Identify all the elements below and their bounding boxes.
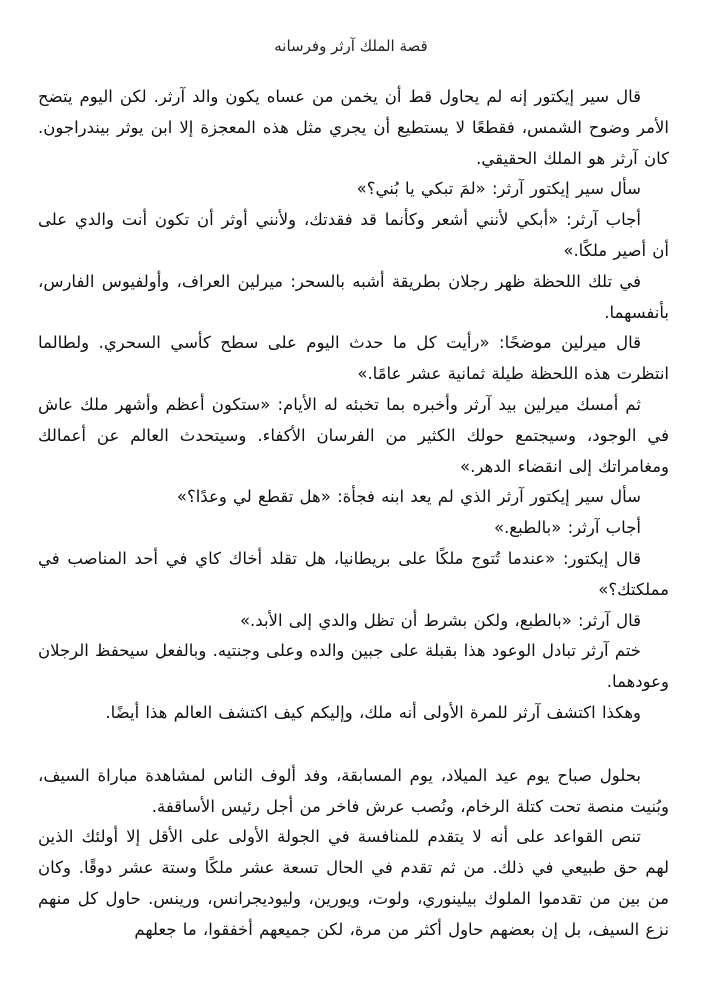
paragraph: في تلك اللحظة ظهر رجلان بطريقة أشبه بالسحر: ميرلين العراف، وأولفيوس الفارس، بأنفسهما. (38, 271, 669, 322)
paragraph: أجاب آرثر: «أبكي لأنني أشعر وكأنما قد فقدتك، ولأنني أوثر أن تكون أنت والدي على أن أصير ملكًا.» (38, 210, 669, 260)
paragraph: قال سير إيكتور إنه لم يحاول قط أن يخمن من عساه يكون والد آرثر. لكن اليوم يتضح الأمر وضوح الشمس، فقطعًا لا يستطيع أن يجري مثل هذه المعجزة إلا ابن يوثر بيندراجون. كان آرثر هو الملك الحقيقي. (38, 87, 669, 168)
paragraph: سأل سير إيكتور آرثر الذي لم يعد ابنه فجأة: «هل تقطع لي وعدًا؟» (176, 487, 641, 507)
paragraph: ختم آرثر تبادل الوعود هذا بقبلة على جبين والده وعلى وجنتيه. وبالفعل سيحفظ الرجلان وعودهما. (38, 641, 669, 692)
running-title: قصة الملك آرثر وفرسانه (274, 37, 428, 55)
paragraph: تنص القواعد على أنه لا يتقدم للمنافسة في الجولة الأولى على الأقل إلا أولئك الذين لهم حق طبيعي في ذلك. من ثم تقدم في الحال تسعة عشر ملكًا وستة عشر دوقًا. وكان من بين من تقدموا الملوك بيلينوري، ولوت، ويورين، وليوديجرانس، ورينس. حاول كل منهم نزع السيف، بل إن بعضهم حاول أكثر من مرة، لكن جميعهم أخفقوا، ما جعلهم (38, 827, 669, 939)
body-text (38, 82, 669, 946)
paragraph: ثم أمسك ميرلين بيد آرثر وأخبره بما تخبئه له الأيام: «ستكون أعظم وأشهر ملك عاش في الوجود، وسيجتمع حولك الكثير من الفرسان الأكفاء. وسيتحدث العالم عن أعمالك ومغامراتك إلى انقضاء الدهر.» (38, 394, 669, 476)
paragraph: بحلول صباح يوم عيد الميلاد، يوم المسابقة، وفد ألوف الناس لمشاهدة مباراة السيف، وبُنيت منصة تحت كتلة الرخام، ونُصب عرش فاخر من أجل رئيس الأساقفة. (38, 765, 669, 816)
paragraph: قال ميرلين موضحًا: «رأيت كل ما حدث اليوم على سطح كأسي السحري. ولطالما انتظرت هذه اللحظة طيلة ثمانية عشر عامًا.» (38, 333, 669, 384)
paragraph: وهكذا اكتشف آرثر للمرة الأولى أنه ملك، وإليكم كيف اكتشف العالم هذا أيضًا. (105, 702, 641, 722)
paragraph: قال آرثر: «بالطبع، ولكن بشرط أن تظل والدي إلى الأبد.» (239, 610, 641, 630)
paragraph: قال إيكتور: «عندما تُتوج ملكًا على بريطانيا، هل تقلد أخاك كاي في أحد المناصب في مملكتك؟» (38, 548, 669, 599)
paragraph: سأل سير إيكتور آرثر: «لمَ تبكي يا بُني؟» (356, 179, 641, 199)
paragraph: أجاب آرثر: «بالطبع.» (493, 518, 641, 538)
section-break (38, 729, 669, 761)
